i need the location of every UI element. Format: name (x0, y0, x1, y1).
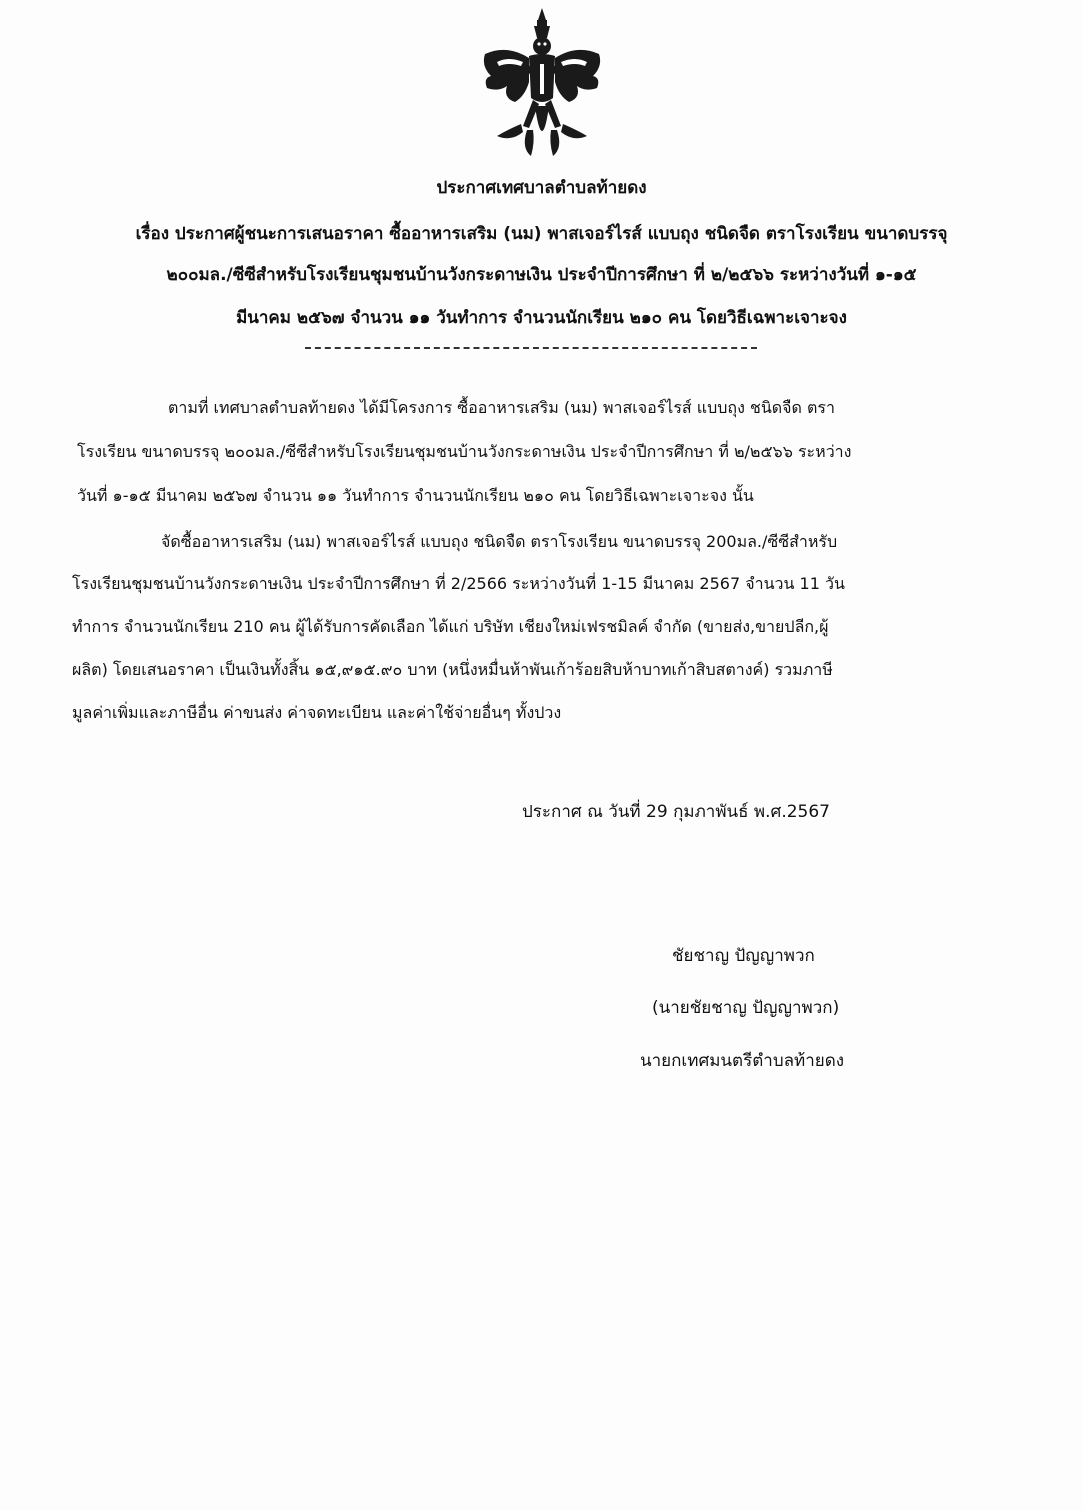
body-text-line: โรงเรียน ขนาดบรรจุ ๒๐๐มล./ซีซีสำหรับโรงเรียนชุมชนบ้านวังกระดาษเงิน ประจำปีการศึกษา ที่ ๒/๒๕๖๖ ระหว่าง (77, 442, 852, 461)
body-text-line: วันที่ ๑-๑๕ มีนาคม ๒๕๖๗ จำนวน ๑๑ วันทำการ จำนวนนักเรียน ๒๑๐ คน โดยวิธีเฉพาะเจาะจง นั้น (77, 486, 754, 505)
body-text-line: ตามที่ เทศบาลตำบลท้ายดง ได้มีโครงการ ซื้ออาหารเสริม (นม) พาสเจอร์ไรส์ แบบถุง ชนิดจืด ตรา (168, 398, 835, 417)
body-text-line: ผลิต) โดยเสนอราคา เป็นเงินทั้งสิ้น ๑๕,๙๑๕.๙๐ บาท (หนึ่งหมื่นห้าพันเก้าร้อยสิบห้าบาทเก้าสิบสตางค์) รวมภาษี (72, 660, 833, 679)
body-text-line: มูลค่าเพิ่มและภาษีอื่น ค่าขนส่ง ค่าจดทะเบียน และค่าใช้จ่ายอื่นๆ ทั้งปวง (72, 703, 562, 722)
document-title: ประกาศเทศบาลตำบลท้ายดง (436, 178, 647, 198)
signature-name: ชัยชาญ ปัญญาพวก (672, 946, 815, 966)
garuda-emblem-icon (477, 6, 607, 166)
subject-line: เรื่อง ประกาศผู้ชนะการเสนอราคา ซื้ออาหารเสริม (นม) พาสเจอร์ไรส์ แบบถุง ชนิดจืด ตราโรงเรียน ขนาดบรรจุ (135, 224, 948, 244)
announcement-date: ประกาศ ณ วันที่ 29 กุมภาพันธ์ พ.ศ.2567 (522, 802, 831, 822)
signatory-full-name: (นายชัยชาญ ปัญญาพวก) (652, 998, 840, 1018)
subject-line: มีนาคม ๒๕๖๗ จำนวน ๑๑ วันทำการ จำนวนนักเรียน ๒๑๐ คน โดยวิธีเฉพาะเจาะจง (236, 308, 847, 328)
dashed-divider (305, 347, 757, 349)
body-text-line: จัดซื้ออาหารเสริม (นม) พาสเจอร์ไรส์ แบบถุง ชนิดจืด ตราโรงเรียน ขนาดบรรจุ 200มล./ซีซีสำหรับ (161, 532, 838, 551)
subject-line: ๒๐๐มล./ซีซีสำหรับโรงเรียนชุมชนบ้านวังกระดาษเงิน ประจำปีการศึกษา ที่ ๒/๒๕๖๖ ระหว่างวันที่ ๑-๑๕ (166, 265, 917, 285)
body-text-line: โรงเรียนชุมชนบ้านวังกระดาษเงิน ประจำปีการศึกษา ที่ 2/2566 ระหว่างวันที่ 1-15 มีนาคม 2567 จำนวน 11 วัน (72, 574, 845, 593)
body-text-line: ทำการ จำนวนนักเรียน 210 คน ผู้ได้รับการคัดเลือก ได้แก่ บริษัท เชียงใหม่เฟรชมิลค์ จำกัด (ขายส่ง,ขายปลีก,ผู้ (72, 617, 829, 636)
signatory-position: นายกเทศมนตรีตำบลท้ายดง (640, 1051, 845, 1071)
